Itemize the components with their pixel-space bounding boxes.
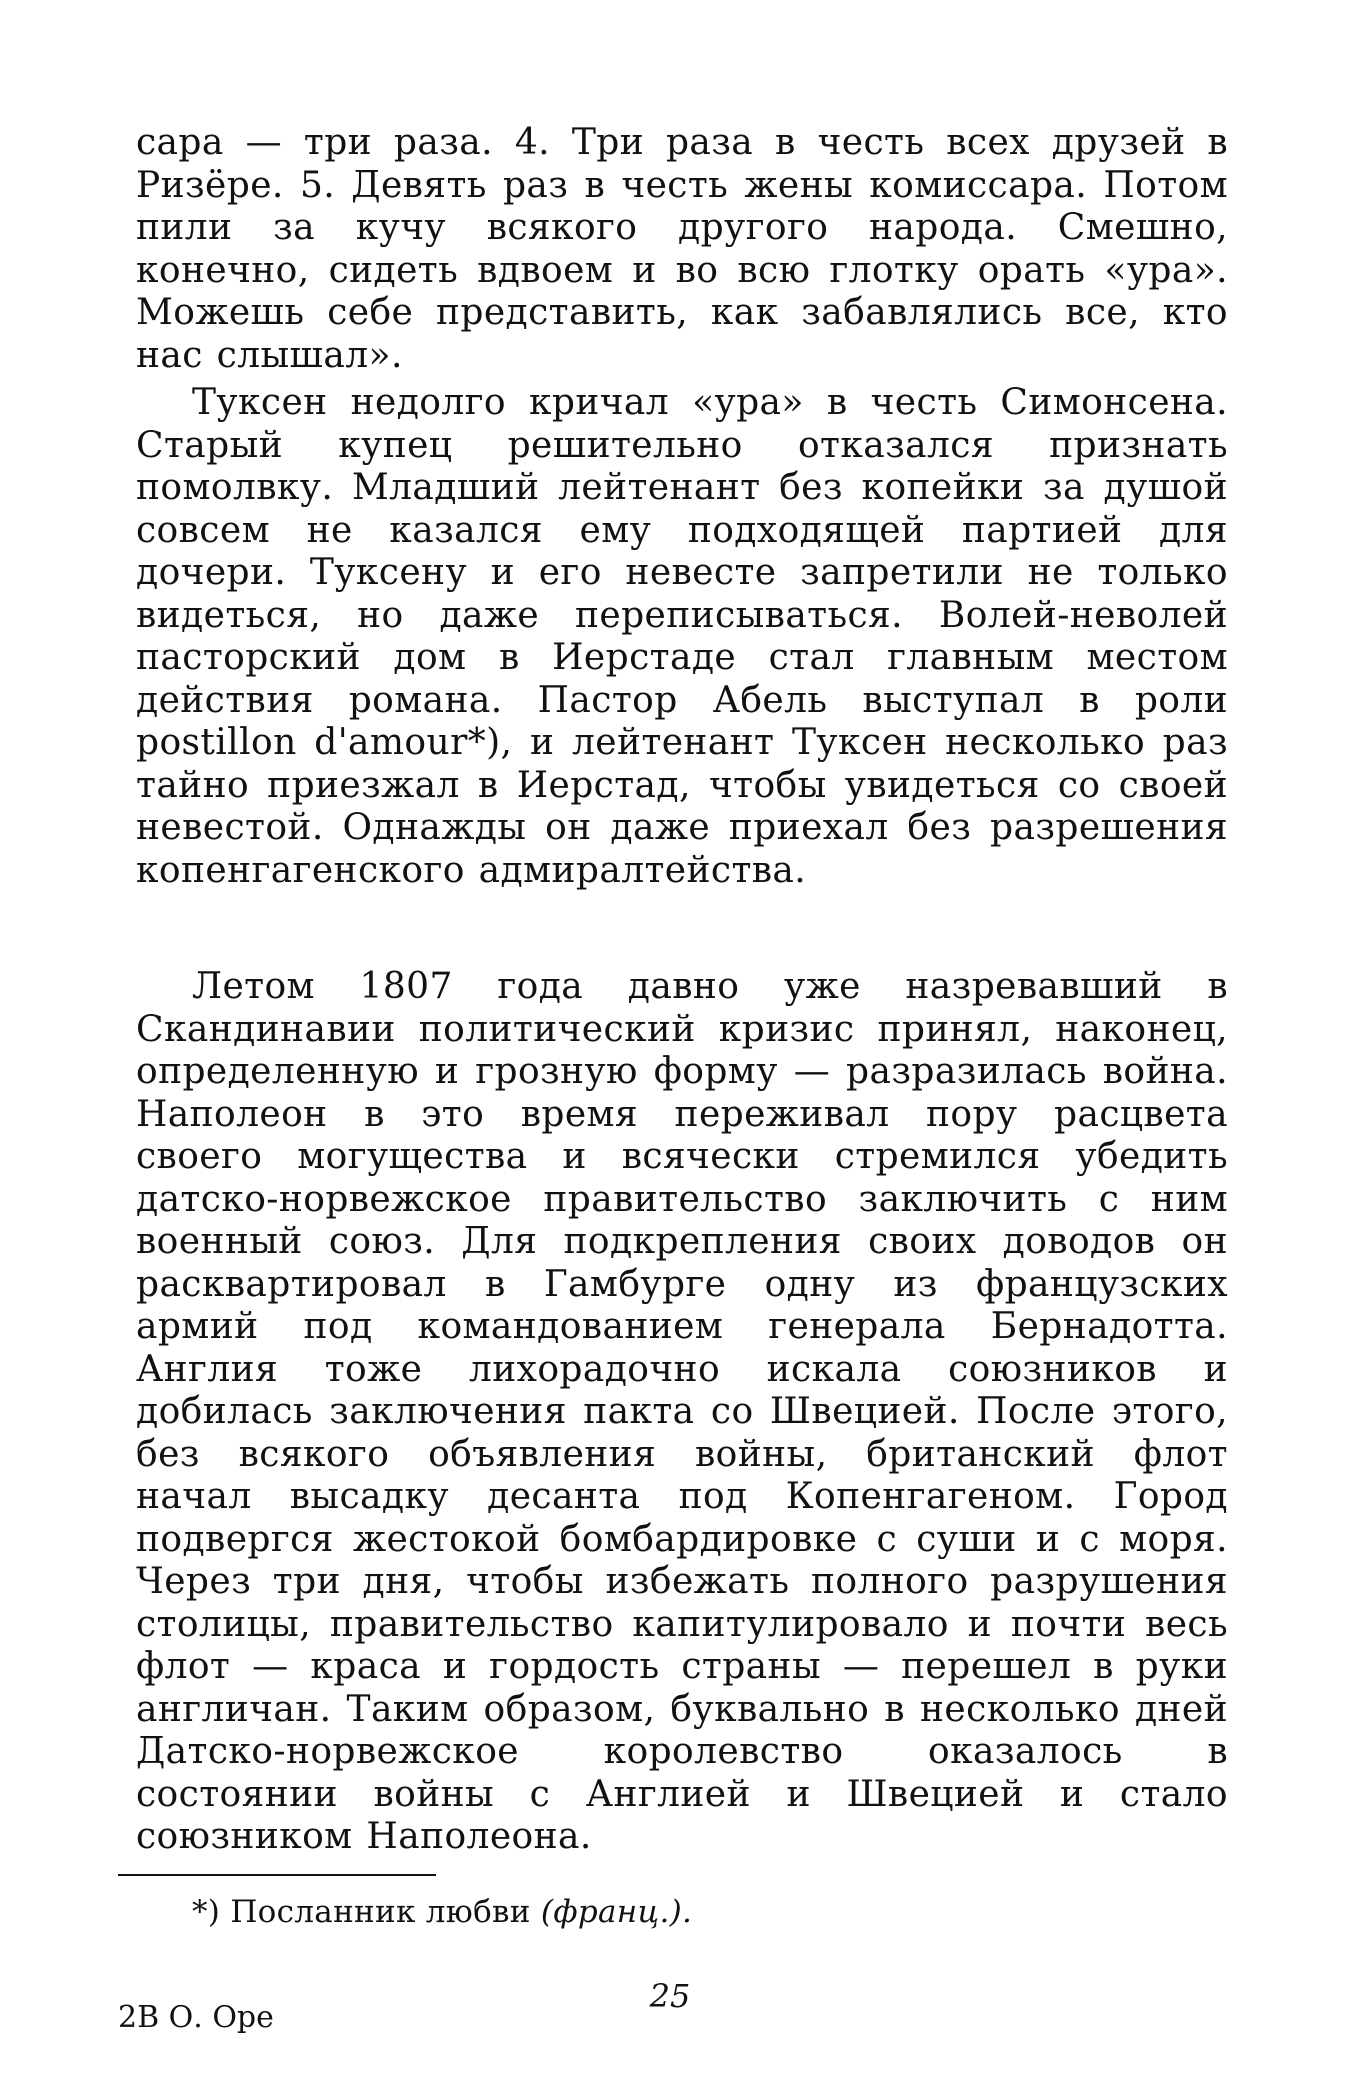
footnote-text: *) Посланник любви bbox=[192, 1894, 531, 1930]
footnote bbox=[192, 1892, 692, 1932]
paragraph-war-1807: Летом 1807 года давно уже назревавший в Скандинавии политический кризис принял, наконец, определенную и грозную форму — разразилась война. Наполеон в это время переживал пору расцвета своего могущества и всячески стремился убедить датско-норвежское правительство заключить с ним военный союз. Для подкрепления своих доводов он расквартировал в Гамбурге одну из французских армий под командованием генерала Бернадотта. Англия тоже лихорадочно искала союзников и добилась заключения пакта со Швецией. После этого, без всякого объявления войны, британский флот начал высадку десанта под Копенгагеном. Город подвергся жестокой бомбардировке с суши и с моря. Через три дня, чтобы избежать полного разрушения столицы, правительство капитулировало и почти весь флот — краса и гордость страны — перешел в руки англичан. Таким образом, буквально в несколько дней Датско-норвежское королевство оказалось в состоянии войны с Англией и Швецией и стало союзником Наполеона. bbox=[136, 966, 1228, 1857]
footnote-divider bbox=[118, 1874, 436, 1876]
page-number: 25 bbox=[649, 1977, 691, 2015]
printer-signature: 2В О. Оре bbox=[118, 2000, 274, 2035]
paragraph-tuxen: Туксен недолго кричал «ура» в честь Симонсена. Старый купец решительно отказался признать помолвку. Младший лейтенант без копейки за душой совсем не казался ему подходящей партией для дочери. Туксену и его невесте запретили не только видеться, но даже переписываться. Волей-неволей пасторский дом в Иерстаде стал главным местом действия романа. Пастор Абель выступал в роли postillon d'amour*), и лейтенант Туксен несколько раз тайно приезжал в Иерстад, чтобы увидеться со своей невестой. Однажды он даже приехал без разрешения копенгагенского адмиралтейства. bbox=[136, 382, 1228, 891]
footnote-language: (франц.). bbox=[540, 1894, 693, 1930]
paragraph-continuation: сара — три раза. 4. Три раза в честь всех друзей в Ризёре. 5. Девять раз в честь жены комиссара. Потом пили за кучу всякого другого народа. Смешно, конечно, сидеть вдвоем и во всю глотку орать «ура». Можешь себе представить, как забавлялись все, кто нас слышал». bbox=[136, 122, 1228, 376]
